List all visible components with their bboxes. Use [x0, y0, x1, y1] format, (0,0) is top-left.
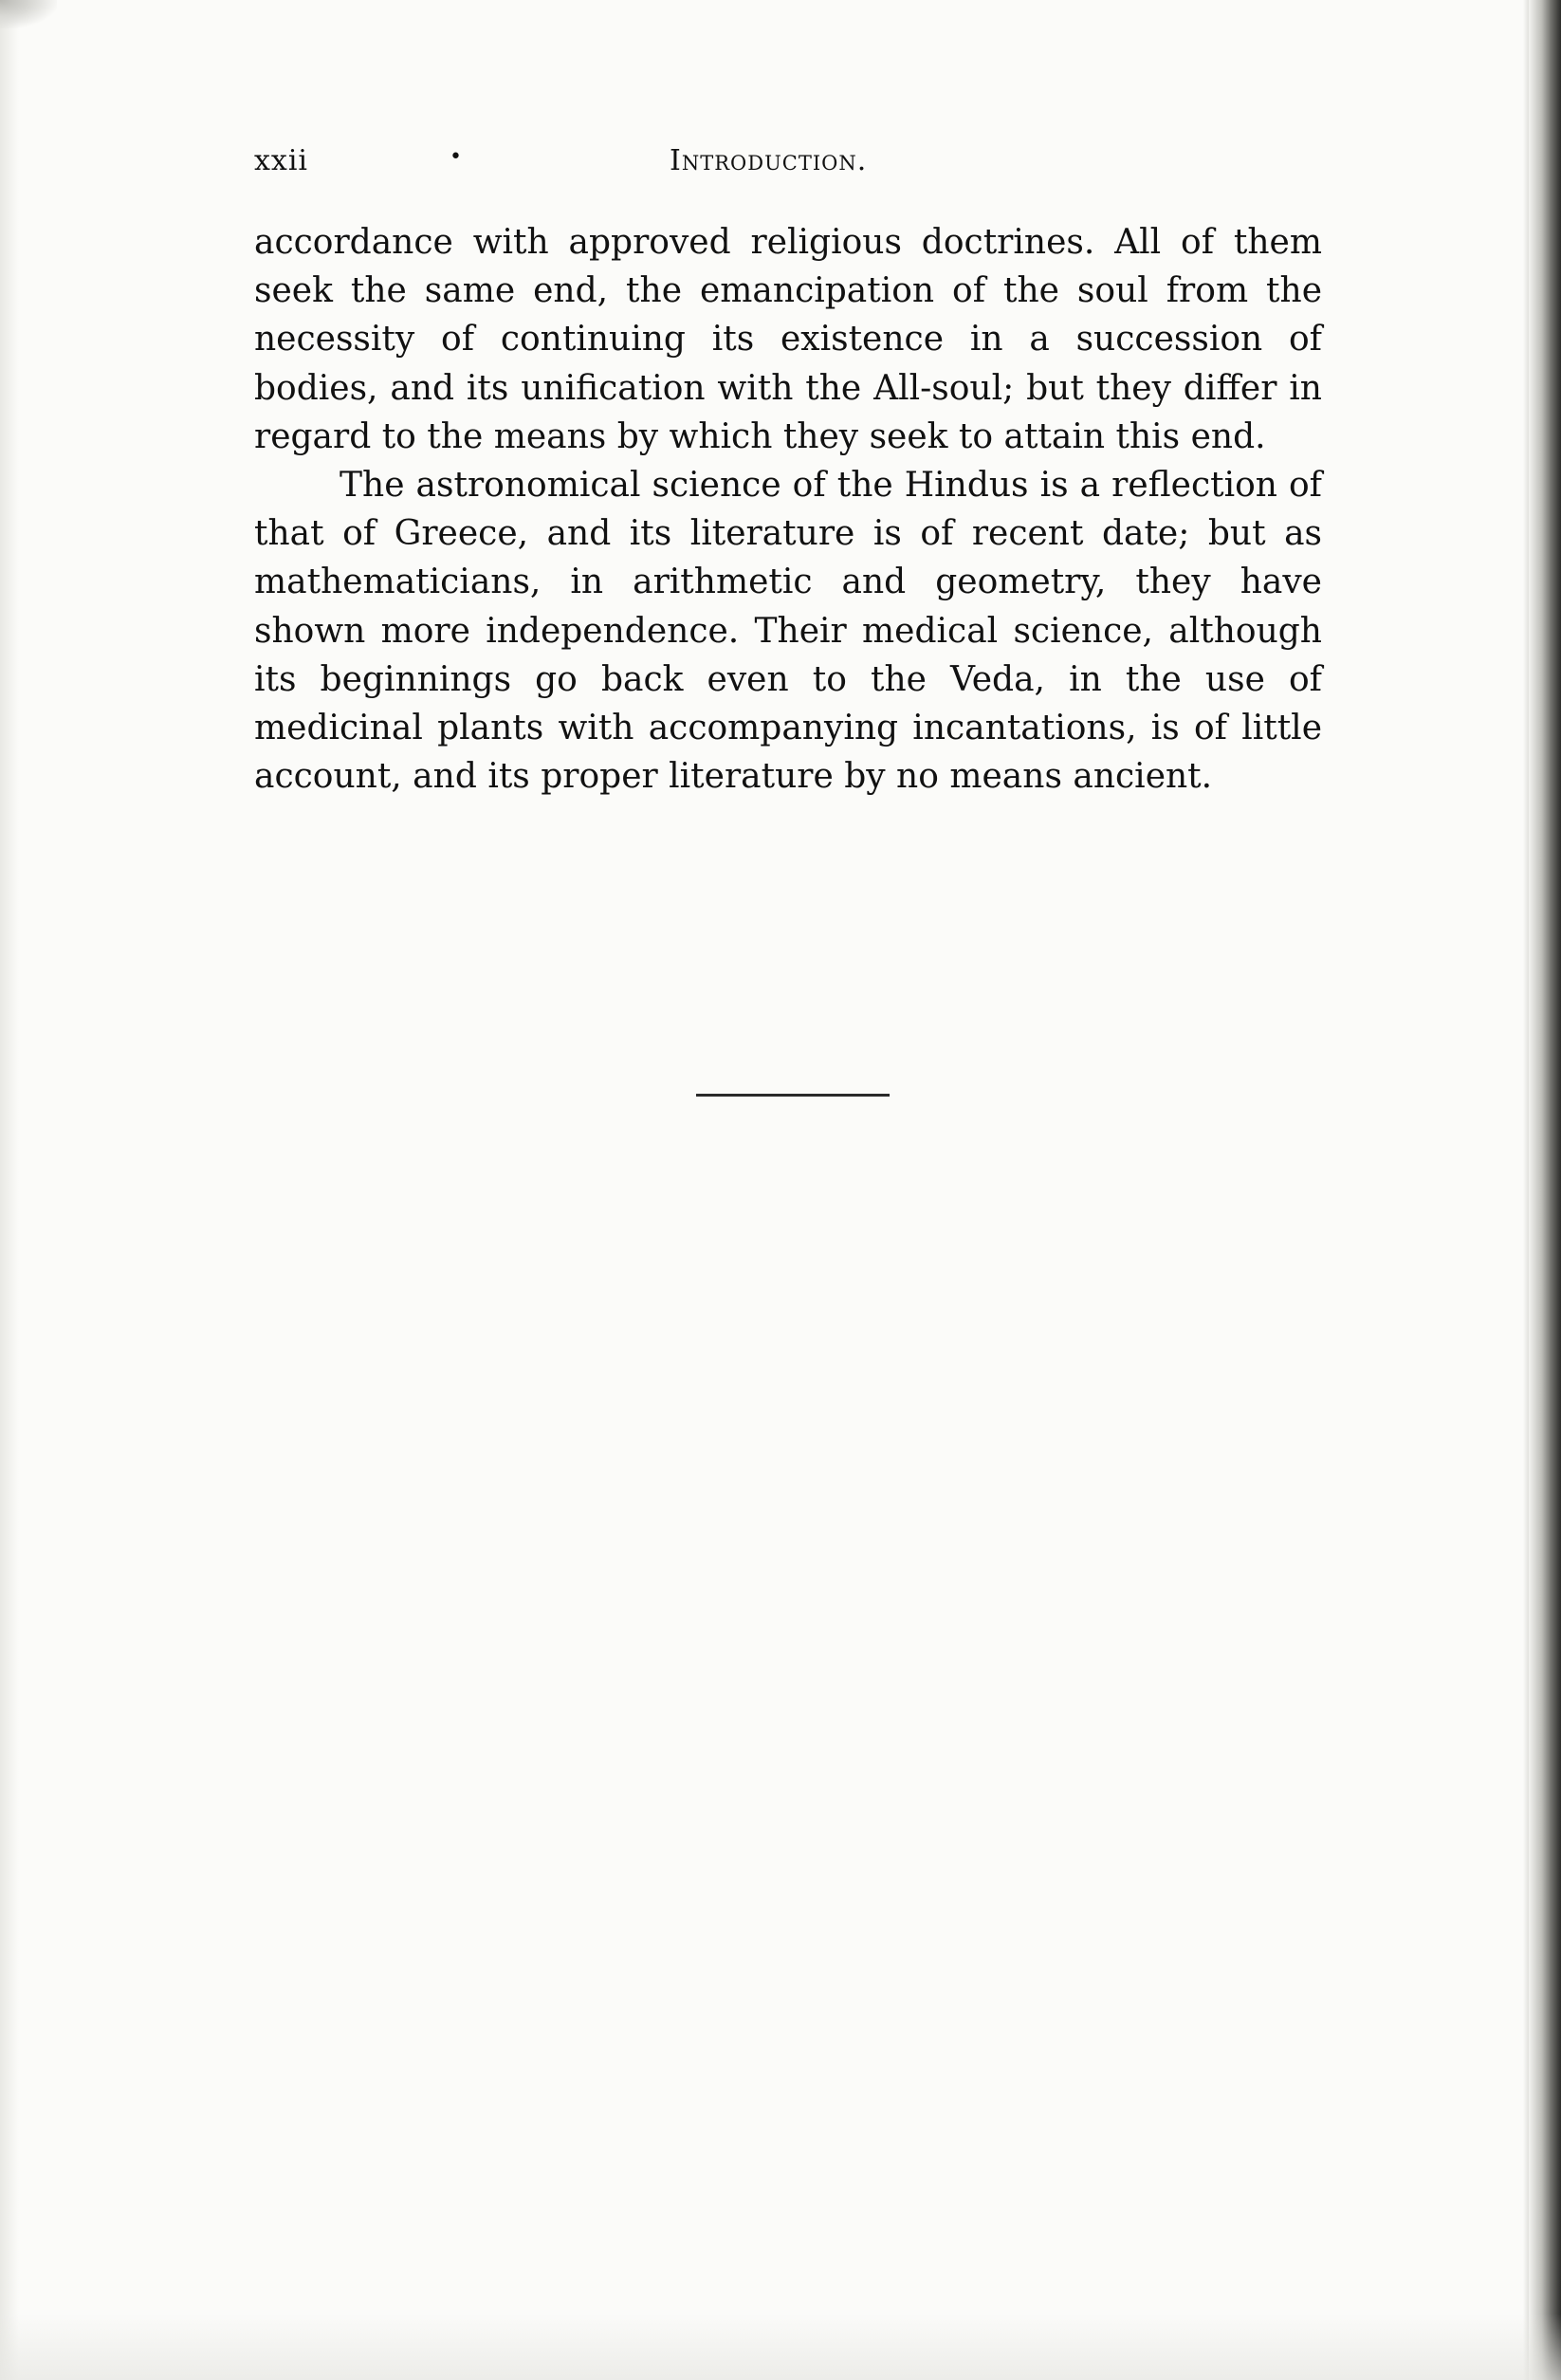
running-head: [254, 140, 1326, 182]
page-number: xxii: [254, 144, 309, 177]
head-ornament: •: [450, 145, 462, 169]
section-end-rule: [696, 1094, 890, 1097]
section-title: Introduction.: [670, 144, 868, 177]
paragraph-astronomy: The astronomical science of the Hindus is a reflection of that of Greece, and its literature is of recent date; but as mathematicians, in arithmetic and geometry, they have shown more independence. Their medical science, although its beginnings go back even to the Veda, in the use of medicinal plants with accompanying incantations, is of little account, and its proper literature by no means ancient.: [254, 466, 1322, 797]
page-bottom-shadow: [0, 2314, 1561, 2380]
page-corner-shadow: [0, 0, 57, 28]
page-left-shadow: [0, 0, 19, 2380]
page-right-edge: [1529, 0, 1561, 2380]
body-text: [254, 218, 1322, 801]
paragraph-continuation: accordance with approved religious doctrines. All of them seek the same end, the emancipation of the soul from the necessity of continuing its existence in a succession of bodies, and its unification with the All-soul; but they differ in regard to the means by which they seek to attain this end.: [254, 223, 1322, 456]
